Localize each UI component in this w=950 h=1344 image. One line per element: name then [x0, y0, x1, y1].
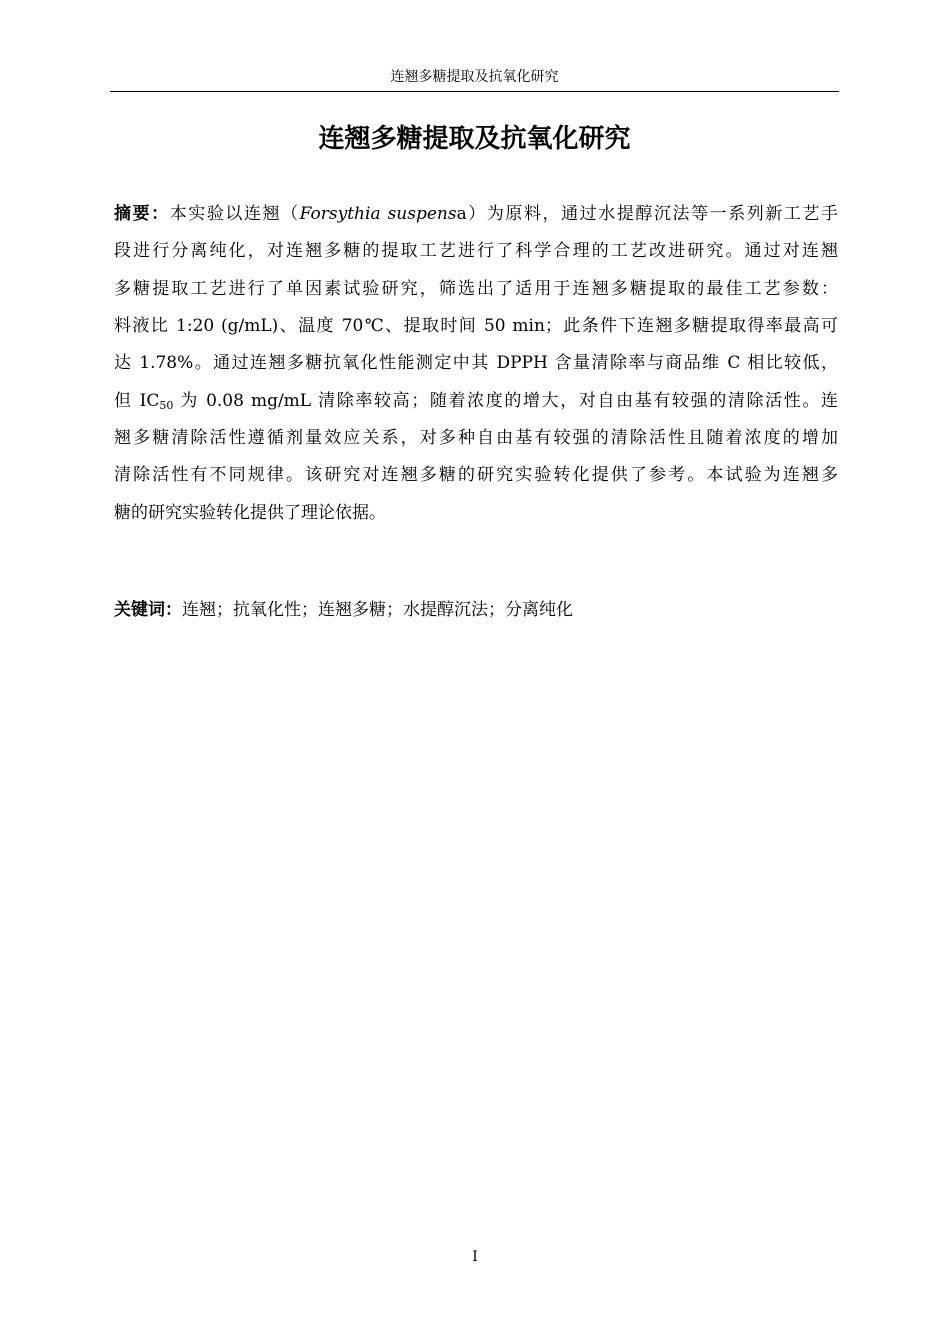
- keywords-section: [114, 596, 838, 625]
- page-number: I: [472, 1249, 478, 1265]
- ic50-subscript: 50: [159, 398, 174, 412]
- species-name-epithet: suspens: [387, 204, 457, 224]
- abstract-line-9: 糖的研究实验转化提供了理论依据。: [114, 502, 386, 523]
- abstract-text-6a: 但 IC: [114, 390, 160, 411]
- abstract-line-1: [114, 200, 838, 229]
- abstract-text-1b: a）为原料，通过水提醇沉法等一系列新工艺手: [456, 204, 839, 224]
- header-rule: [110, 91, 839, 92]
- abstract-line-3: 多糖提取工艺进行了单因素试验研究，筛选出了适用于连翘多糖提取的最佳工艺参数：: [114, 278, 838, 299]
- abstract-label: 摘要：: [114, 204, 170, 224]
- abstract-line-7: 翘多糖清除活性遵循剂量效应关系，对多种自由基有较强的清除活性且随着浓度的增加: [114, 428, 838, 449]
- abstract-line-8: 清除活性有不同规律。该研究对连翘多糖的研究实验转化提供了参考。本试验为连翘多: [114, 465, 838, 486]
- abstract-line-5: 达 1.78%。通过连翘多糖抗氧化性能测定中其 DPPH 含量清除率与商品维 C 相比较低，: [114, 353, 838, 374]
- abstract-line-2: 段进行分离纯化，对连翘多糖的提取工艺进行了科学合理的工艺改进研究。通过对连翘: [114, 241, 838, 262]
- abstract-line-4: 料液比 1:20 (g/mL)、温度 70℃、提取时间 50 min；此条件下连翘多糖提取得率最高可: [114, 316, 838, 337]
- abstract-text-6b: 为 0.08 mg/mL 清除率较高；随着浓度的增大，对自由基有较强的清除活性。连: [173, 390, 838, 411]
- abstract-section: [114, 200, 838, 536]
- abstract-line-6: [114, 387, 838, 416]
- keywords-label: 关键词：: [114, 600, 182, 620]
- document-title: 连翘多糖提取及抗氧化研究: [318, 124, 631, 154]
- running-header: 连翘多糖提取及抗氧化研究: [390, 69, 559, 85]
- species-name-genus: Forsythia: [299, 204, 381, 224]
- abstract-text-1a: 本实验以连翘（: [169, 204, 300, 224]
- keywords-text: 连翘；抗氧化性；连翘多糖；水提醇沉法；分离纯化: [182, 600, 573, 620]
